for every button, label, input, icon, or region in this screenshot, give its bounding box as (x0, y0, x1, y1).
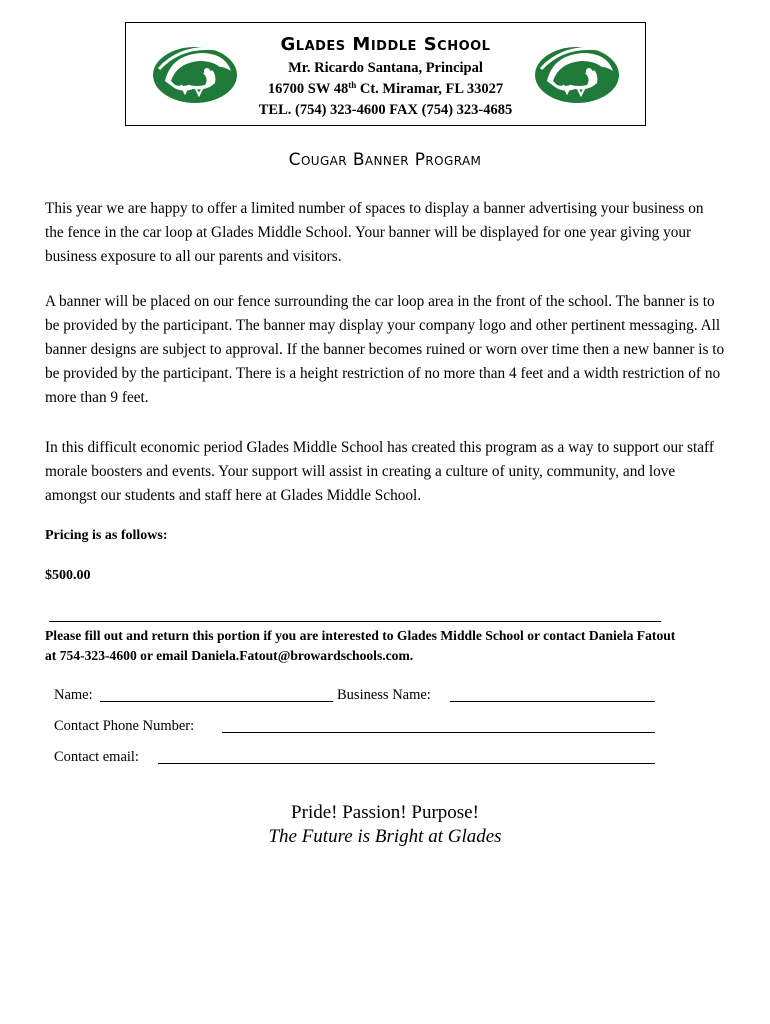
pricing-label: Pricing is as follows: (45, 528, 168, 543)
contact-phone-field[interactable] (222, 732, 655, 733)
address-city: Ct. Miramar, FL 33027 (356, 81, 504, 97)
address-street: 16700 SW 48 (267, 81, 349, 97)
business-name-field[interactable] (450, 701, 655, 702)
cut-line-divider (49, 621, 661, 622)
motto-line-1: Pride! Passion! Purpose! (291, 802, 479, 823)
contact-email-label: Contact email: (54, 749, 139, 765)
contact-email-field[interactable] (158, 763, 655, 764)
return-instructions: Please fill out and return this portion if you are interested to Glades Middle School or contact Daniela Fatout at 754-323-4600 or email Daniela.Fatout@browardschools.com. (45, 628, 676, 663)
intro-paragraph: This year we are happy to offer a limited number of spaces to display a banner advertising your business on the fence in the car loop at Glades Middle School. Your banner will be displayed for one year giving your business exposure to all our parents and visitors. (45, 200, 704, 265)
contact-phone-label: Contact Phone Number: (54, 718, 195, 734)
letterhead (125, 22, 646, 126)
price: $500.00 (45, 568, 91, 583)
name-label: Name: (54, 687, 93, 703)
program-title: Cougar Banner Program (288, 150, 482, 170)
principal-line: Mr. Ricardo Santana, Principal (288, 60, 483, 76)
details-paragraph: A banner will be placed on our fence surrounding the car loop area in the front of the school. The banner is to be provided by the participant. The banner may display your company logo and other pertinent messaging. All banner designs are subject to approval. If the banner becomes ruined or worn over time then a new banner is to be provided by the participant. There is a height restriction of no more than 4 feet and a width restriction of no more than 9 feet. (45, 293, 725, 406)
business-name-label: Business Name: (337, 687, 431, 703)
name-field[interactable] (100, 701, 333, 702)
school-name: Glades Middle School (280, 34, 491, 55)
address-ordinal: th (348, 80, 357, 90)
purpose-paragraph: In this difficult economic period Glades Middle School has created this program as a way to support our staff morale boosters and events. Your support will assist in creating a culture of unity, community, and love amongst our students and staff here at Glades Middle School. (45, 439, 714, 504)
motto-line-2: The Future is Bright at Glades (268, 826, 502, 847)
cougar-head-icon (533, 41, 621, 105)
phone-fax-line: TEL. (754) 323-4600 FAX (754) 323-4685 (258, 102, 513, 118)
